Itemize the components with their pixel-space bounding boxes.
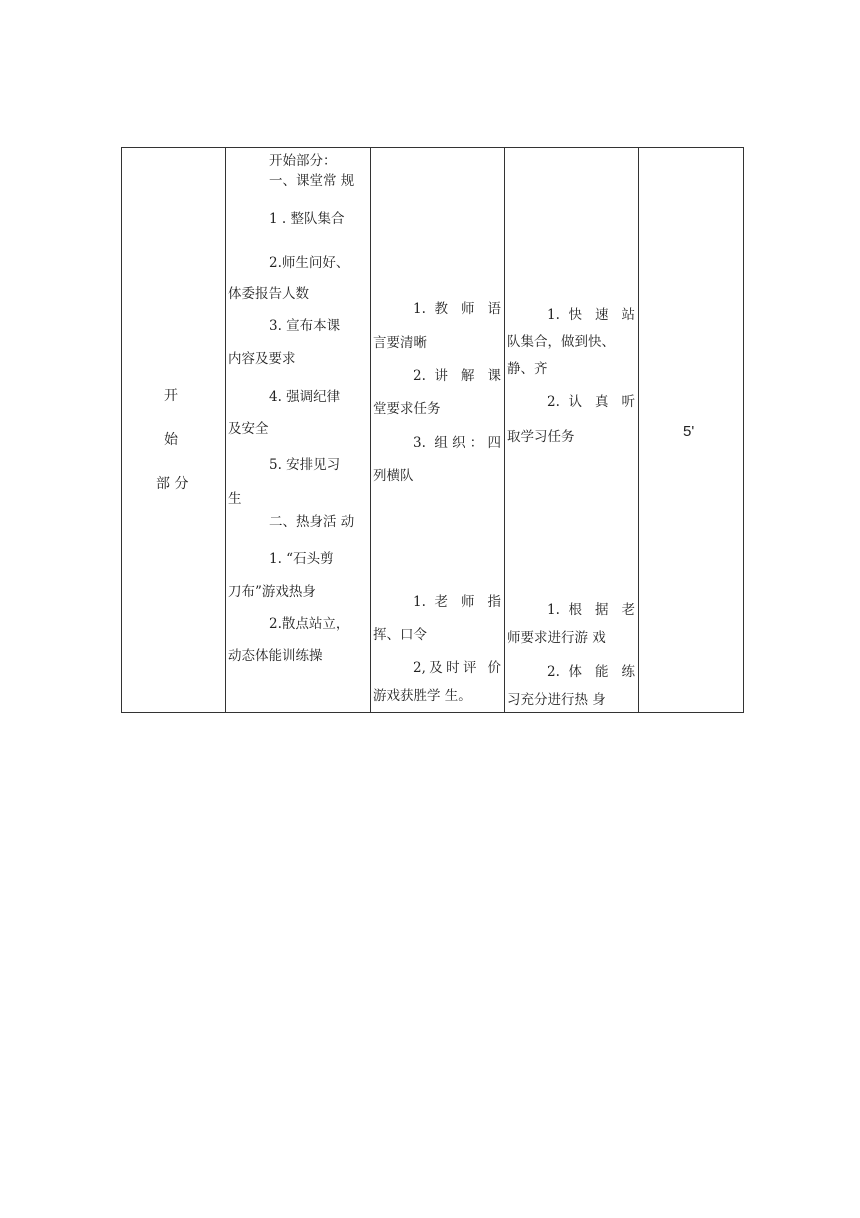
teacher-item-2b: 堂要求任务 [373,401,441,417]
teacher-warmup-2b: 游戏获胜学 生。 [373,688,472,704]
student-warmup-1b: 师要求进行游 戏 [507,630,606,646]
student-item-1b: 队集合，做到快、 [507,334,615,350]
content-item-4a: 4. 强调纪律 [269,389,341,405]
content-item-3a: 3. 宣布本课 [269,318,341,334]
content-item-5b: 生 [228,491,242,507]
content-part1-heading: 一、课堂常 规 [269,173,355,189]
teacher-warmup-1b: 挥、口令 [373,627,427,643]
teacher-item-3a: 3. 组织：四 [413,435,501,451]
content-warmup-1b: 刀布”游戏热身 [228,584,316,600]
teacher-warmup-1a: 1. 老 师 指 [413,594,501,610]
content-item-3b: 内容及要求 [228,351,296,367]
content-item-1: 1 . 整队集合 [269,211,345,227]
duration-value: 5' [683,423,695,440]
content-cell [226,148,371,713]
duration-cell [639,148,744,713]
teacher-item-1b: 言要清晰 [373,335,427,351]
content-warmup-2a: 2.散点站立， [269,616,350,632]
teacher-item-2a: 2. 讲 解 课 [413,368,501,384]
content-item-5a: 5. 安排见习 [269,457,341,473]
teacher-warmup-2a: 2,及时评 价 [413,660,501,676]
section-char-1: 开 [164,388,178,404]
student-item-2a: 2. 认 真 听 [547,394,635,410]
content-item-2a: 2.师生问好、 [269,255,350,271]
teacher-item-1a: 1. 教 师 语 [413,301,501,317]
lesson-plan-table [121,147,744,713]
section-char-2: 始 [164,432,178,448]
content-title: 开始部分： [269,153,337,169]
student-item-2b: 取学习任务 [507,429,575,445]
content-part2-heading: 二、热身活 动 [269,514,355,530]
content-warmup-2b: 动态体能训练操 [228,648,323,664]
student-item-1a: 1. 快 速 站 [547,307,635,323]
content-warmup-1a: 1. “石头剪 [269,551,334,567]
section-name-cell [122,148,226,713]
content-item-4b: 及安全 [228,421,269,437]
student-warmup-2b: 习充分进行热 身 [507,692,606,708]
section-char-3: 部 分 [156,476,189,492]
teacher-item-3b: 列横队 [373,468,414,484]
student-warmup-1a: 1. 根 据 老 [547,602,635,618]
student-warmup-2a: 2. 体 能 练 [547,664,635,680]
student-item-1c: 静、齐 [507,361,548,377]
content-item-2b: 体委报告人数 [228,286,309,302]
student-activity-cell [505,148,639,713]
teacher-activity-cell [371,148,505,713]
